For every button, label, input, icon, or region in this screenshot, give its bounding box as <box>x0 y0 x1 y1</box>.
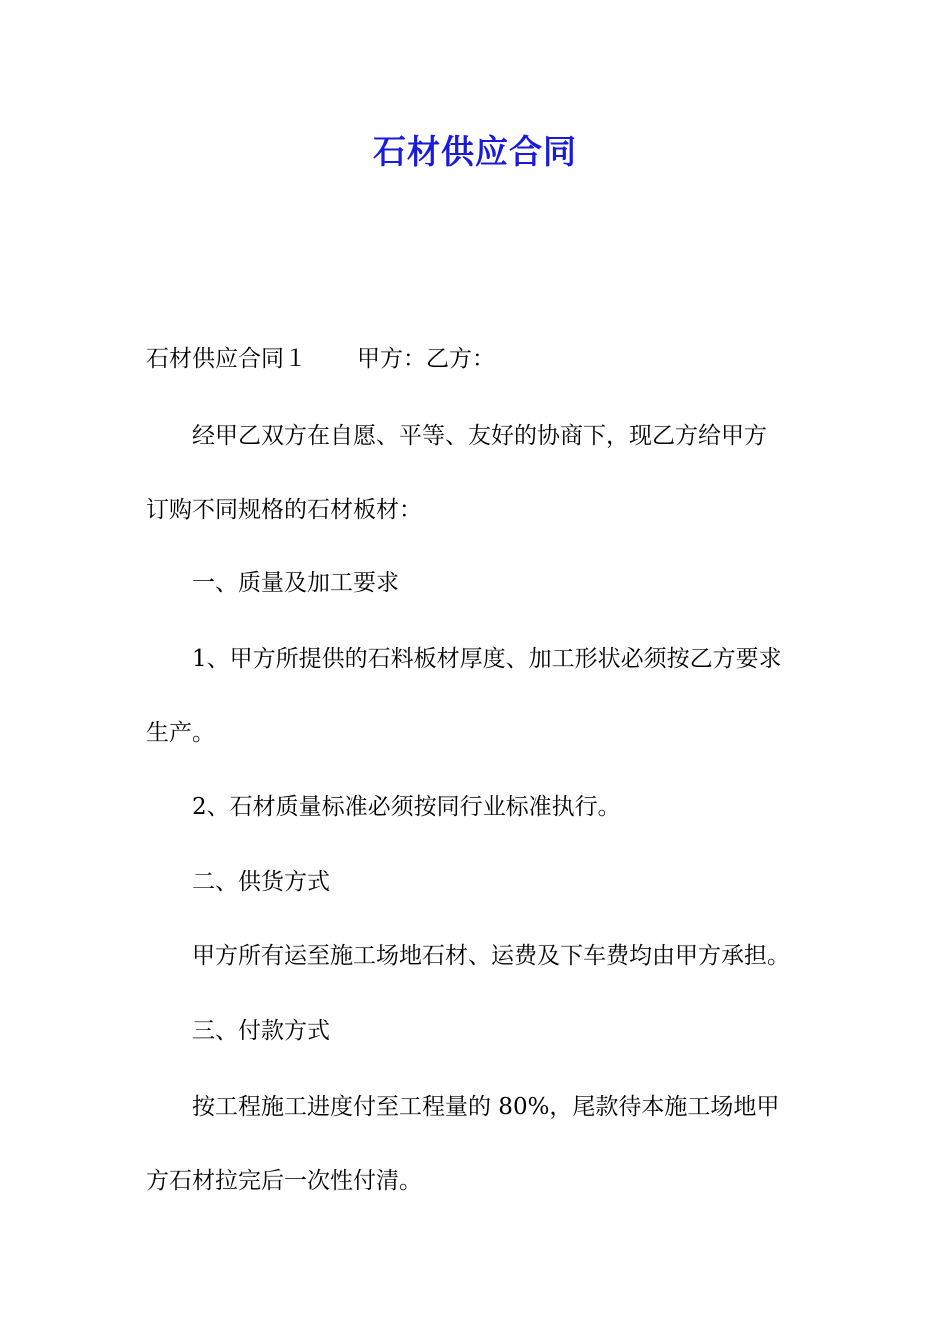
contract-number: 石材供应合同１ <box>146 346 307 372</box>
header-line <box>146 341 816 377</box>
section-heading: 三、付款方式 <box>192 1018 330 1044</box>
paragraph-line: 甲方所有运至施工场地石材、运费及下车费均由甲方承担。 <box>192 943 790 969</box>
paragraph-line: 生产。 <box>146 720 215 746</box>
paragraph-line: 1、甲方所提供的石料板材厚度、加工形状必须按乙方要求 <box>192 646 782 672</box>
document-title: 石材供应合同 <box>373 132 577 171</box>
section-heading: 二、供货方式 <box>192 869 330 895</box>
paragraph-line: 订购不同规格的石材板材： <box>146 497 422 523</box>
paragraph-line: 经甲乙双方在自愿、平等、友好的协商下，现乙方给甲方 <box>192 423 767 449</box>
paragraph-line: 方石材拉完后一次性付清。 <box>146 1168 422 1194</box>
paragraph-line: 2、石材质量标准必须按同行业标准执行。 <box>192 794 621 820</box>
paragraph-line: 按工程施工进度付至工程量的 80%，尾款待本施工场地甲 <box>192 1094 780 1120</box>
section-heading: 一、质量及加工要求 <box>192 570 399 596</box>
parties-label: 甲方：乙方： <box>357 346 495 372</box>
